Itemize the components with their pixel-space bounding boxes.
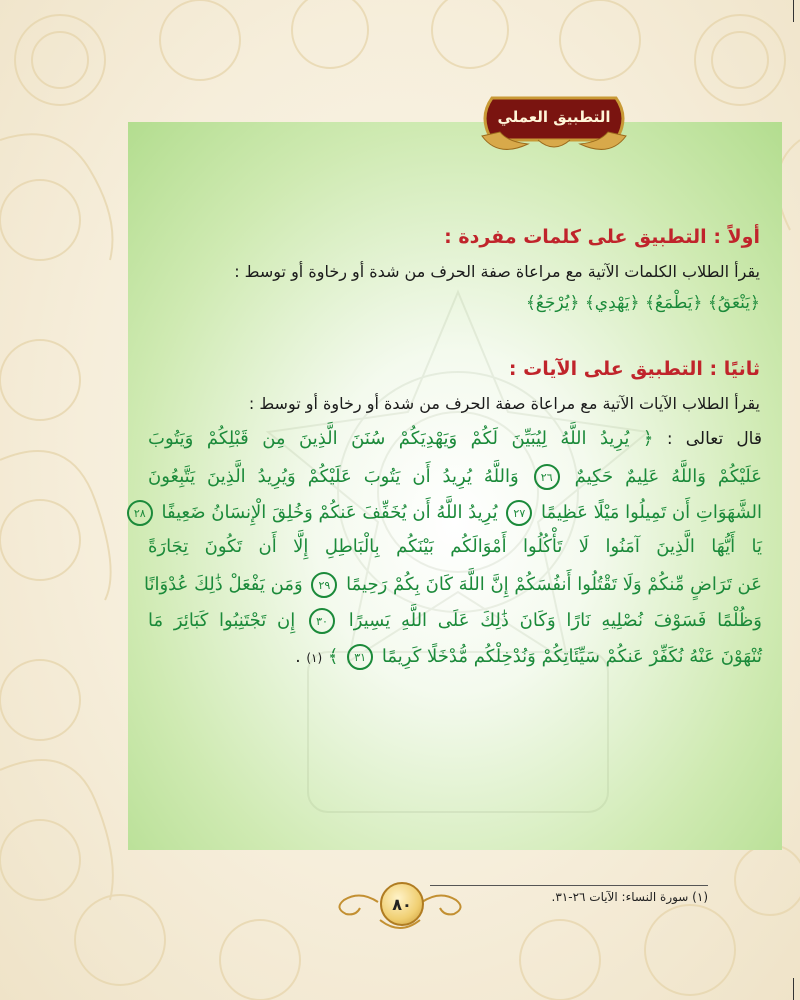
footnote-divider (430, 885, 708, 886)
verse-closing-bracket: ﴾ (327, 646, 339, 667)
section1-title: أولاً : التطبيق على كلمات مفردة : (444, 226, 760, 248)
section2-title: ثانيًا : التطبيق على الآيات : (508, 358, 760, 380)
verse-text: تُنْهَوْنَ عَنْهُ نُكَفِّرْ عَنكُمْ سَيِّئَاتِكُمْ وَنُدْخِلْكُم مُّدْخَلًا كَرِيمًا (381, 646, 762, 667)
verse-line-1 (148, 428, 762, 462)
verse-line-3 (133, 500, 762, 534)
footnote-reference: (١) (306, 651, 323, 665)
section-banner (478, 88, 630, 158)
verse-text: يُرِيدُ اللَّهُ أَن يُخَفِّفَ عَنكُمْ وَخُلِقَ الْإِنسَانُ ضَعِيفًا (161, 502, 498, 523)
ayah-number-marker: ٢٦ (534, 464, 560, 490)
lesson-panel (128, 122, 782, 850)
verse-end-mark: . (295, 647, 301, 667)
verse-text: إِن تَجْتَنِبُوا كَبَائِرَ مَا (148, 610, 296, 631)
verse-text: يَا أَيُّهَا الَّذِينَ آمَنُوا لَا تَأْكُلُوا أَمْوَالَكُم بَيْنَكُم بِالْبَاطِلِ إِلَّا أَن تَكُونَ تِجَارَةً (148, 536, 762, 557)
verse-lead: قال تعالى : (666, 429, 762, 449)
verse-line-5 (143, 572, 762, 606)
ayah-number-marker: ٣٠ (309, 608, 335, 634)
verse-text: ﴿ يُرِيدُ اللَّهُ لِيُبَيِّنَ لَكُمْ وَيَهْدِيَكُمْ سُنَنَ الَّذِينَ مِن قَبْلِكُمْ وَيَتُوبَ (148, 428, 654, 449)
section1-instruction: يقرأ الطلاب الكلمات الآتية مع مراعاة صفة الحرف من شدة أو رخاوة أو توسط : (234, 262, 760, 281)
verse-text: وَاللَّهُ يُرِيدُ أَن يَتُوبَ عَلَيْكُمْ وَيُرِيدُ الَّذِينَ يَتَّبِعُونَ (148, 466, 519, 487)
verse-line-7 (148, 644, 762, 678)
verse-line-2 (148, 464, 762, 498)
section1-words: ﴿يَنْعَقُ﴾ ﴿يَطْمَعُ﴾ ﴿يَهْدِي﴾ ﴿يُرْجَعُ﴾ (525, 293, 760, 313)
verse-text: وَمَن يَفْعَلْ ذَٰلِكَ عُدْوَانًا (143, 574, 303, 595)
crop-mark (793, 978, 794, 1000)
verse-line-4 (148, 536, 762, 570)
footnote: (١) سورة النساء: الآيات ٢٦-٣١. (551, 890, 708, 904)
ayah-number-marker: ٢٨ (127, 500, 153, 526)
crop-mark (793, 0, 794, 22)
verse-text: وَظُلْمًا فَسَوْفَ نُصْلِيهِ نَارًا وَكَانَ ذَٰلِكَ عَلَى اللَّهِ يَسِيرًا (348, 610, 762, 631)
page-number-ornament (330, 870, 470, 940)
section2-instruction: يقرأ الطلاب الآيات الآتية مع مراعاة صفة الحرف من شدة أو رخاوة أو توسط : (248, 394, 760, 413)
verse-text: الشَّهَوَاتِ أَن تَمِيلُوا مَيْلًا عَظِيمًا (541, 502, 762, 523)
ayah-number-marker: ٢٩ (311, 572, 337, 598)
verse-text: عَلَيْكُمْ وَاللَّهُ عَلِيمٌ حَكِيمٌ (574, 466, 762, 487)
verse-text: عَن تَرَاضٍ مِّنكُمْ وَلَا تَقْتُلُوا أَنفُسَكُمْ إِنَّ اللَّهَ كَانَ بِكُمْ رَحِيمًا (346, 574, 762, 595)
ayah-number-marker: ٣١ (347, 644, 373, 670)
verse-line-6 (148, 608, 762, 642)
banner-title: التطبيق العملي (497, 108, 611, 126)
page-number: ٨٠ (380, 882, 424, 926)
ayah-number-marker: ٢٧ (506, 500, 532, 526)
